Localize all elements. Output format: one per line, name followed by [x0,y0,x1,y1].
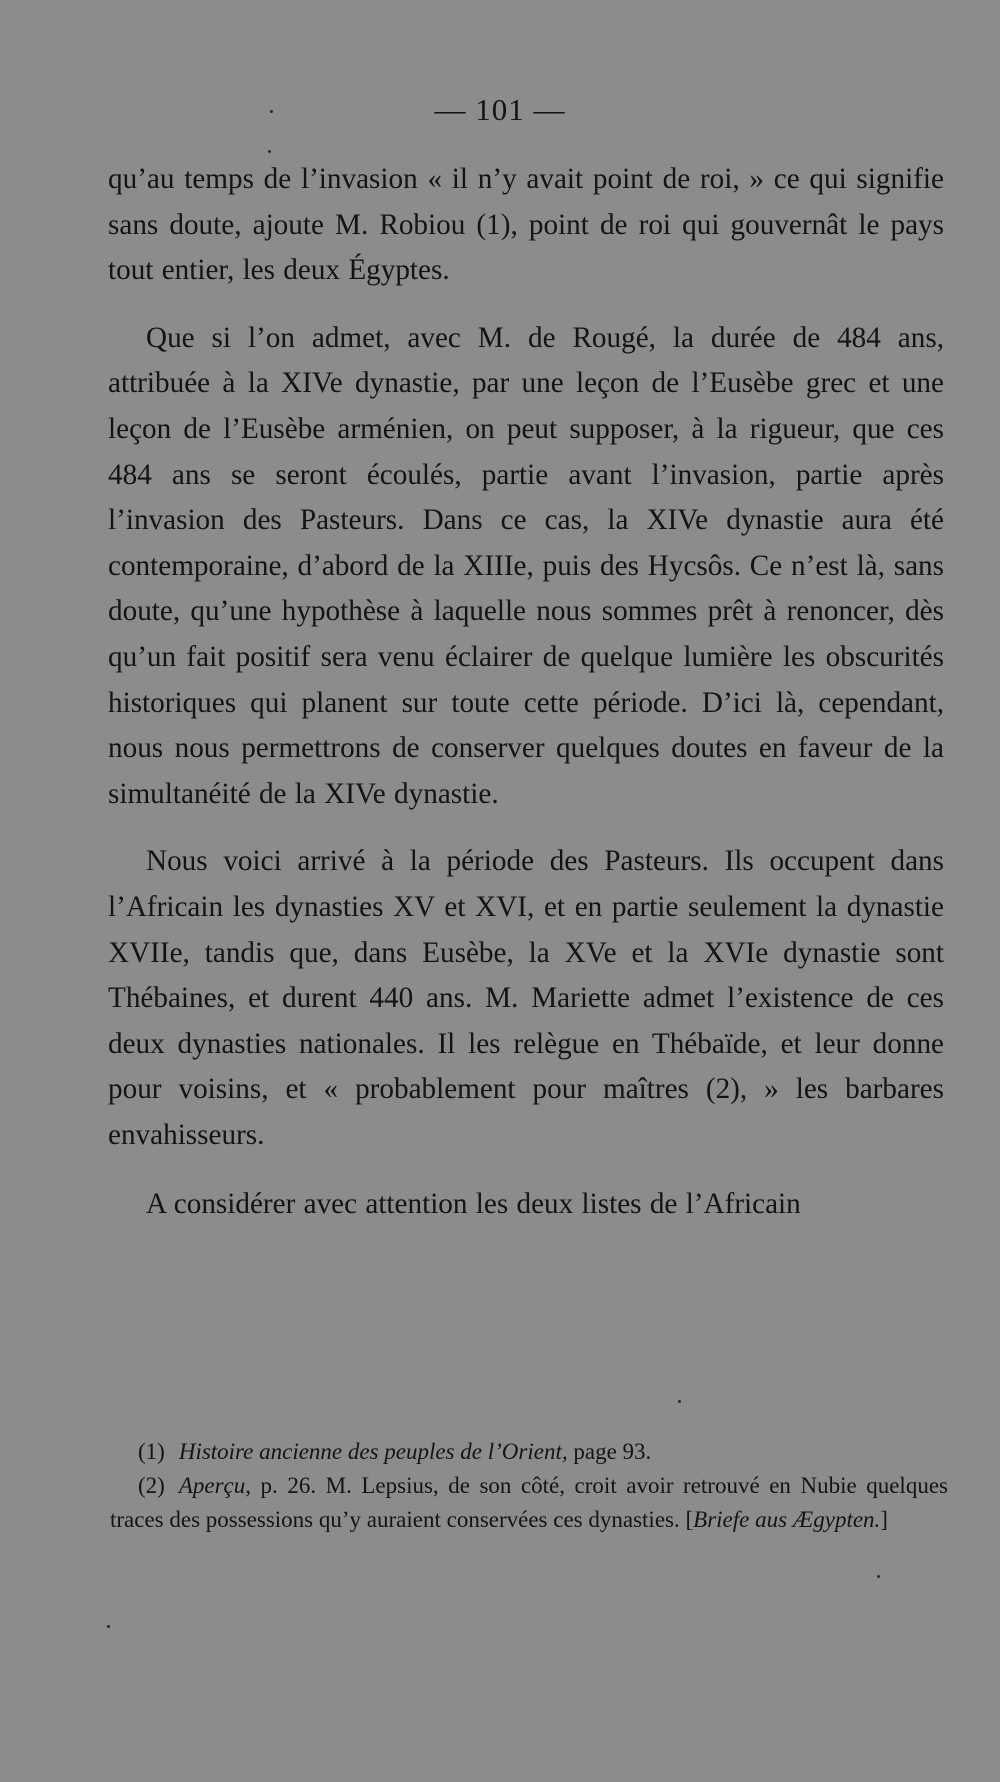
footnote-1 [110,1435,948,1469]
footnote-2 [110,1469,948,1537]
page-number: — 101 — [434,92,566,127]
footnotes [110,1435,948,1537]
scan-speck [270,110,273,113]
footnote-2-close: ] [880,1507,888,1532]
scan-speck [107,1625,110,1628]
footnote-2-mark: (2) [138,1473,165,1498]
paragraph-4: A considérer avec attention les deux listes de l’Africain [146,1188,801,1221]
scan-speck [678,1400,681,1403]
main-text [108,157,944,1228]
footnote-2-source: Briefe aus Ægypten. [693,1507,881,1532]
paragraph-1: qu’au temps de l’invasion « il n’y avait point de roi, » ce qui signifie sans doute, ajoute M. Robiou (1), point de roi qui gouvernât le pays tout entier, les deux Égyptes. [108,163,944,287]
footnote-1-mark: (1) [138,1439,165,1464]
scan-speck [877,1575,880,1578]
scan-speck [268,150,271,153]
footnote-2-text: p. 26. M. Lepsius, de son côté, croit avoir retrouvé en Nubie quelques traces des possessions qu’y auraient conservées ces dynasties. [ [110,1473,948,1532]
footnote-1-text: page 93. [567,1439,652,1464]
paragraph-3: Nous voici arrivé à la période des Pasteurs. Ils occupent dans l’Africain les dynasties XV et XVI, et en partie seulement la dynastie XVIIe, tandis que, dans Eusèbe, la XVe et la XVIe dynastie sont Thébaines, et durent 440 ans. M. Mariette admet l’existence de ces deux dynasties nationales. Il les relègue en Thébaïde, et leur donne pour voisins, et « probablement pour maîtres (2), » les barbares envahisseurs. [108,845,944,1151]
footnote-2-title: Aperçu, [178,1473,251,1498]
paragraph-2: Que si l’on admet, avec M. de Rougé, la durée de 484 ans, attribuée à la XIVe dynastie, par une leçon de l’Eusèbe grec et une leçon de l’Eusèbe arménien, on peut supposer, à la rigueur, que ces 484 ans se seront écoulés, partie avant l’invasion, partie après l’invasion des Pasteurs. Dans ce cas, la XIVe dynastie aura été contemporaine, d’abord de la XIIIe, puis des Hycsôs. Ce n’est là, sans doute, qu’une hypothèse à laquelle nous sommes prêt à renoncer, dès qu’un fait positif sera venu éclairer de quelque lumière les obscurités historiques qui planent sur toute cette période. D’ici là, cependant, nous nous permettrons de conserver quelques doutes en faveur de la simultanéité de la XIVe dynastie. [108,321,944,810]
footnote-1-title: Histoire ancienne des peuples de l’Orient, [178,1439,568,1464]
